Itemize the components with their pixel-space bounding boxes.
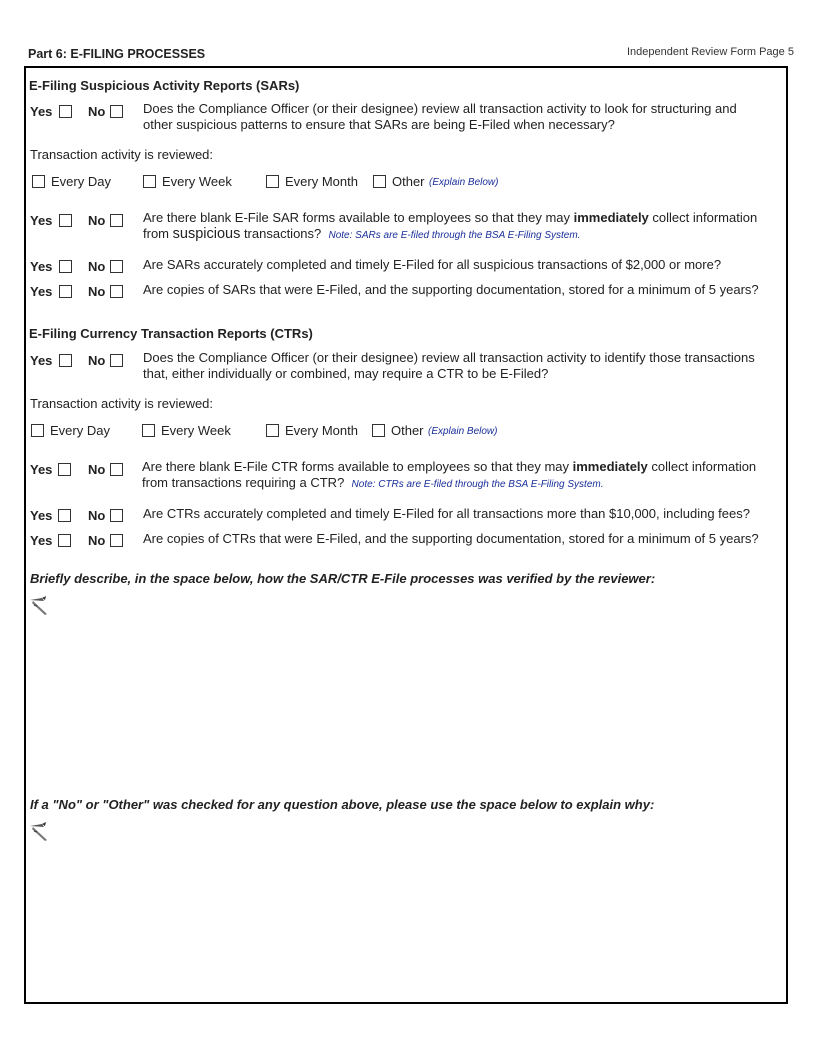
page-label: Independent Review Form Page 5 (627, 46, 794, 58)
sar-every-month-checkbox[interactable] (266, 175, 279, 188)
sar-q1-yes-checkbox[interactable] (59, 105, 72, 118)
sar-q2-line1a: Are there blank E-File SAR forms available to employees so that they may (143, 210, 574, 225)
sar-q4-text: Are copies of SARs that were E-Filed, and the supporting documentation, stored for a minimum of 5 years? (143, 282, 759, 297)
ctr-q1-yes-label: Yes (30, 353, 53, 368)
ctr-other-label: Other (391, 423, 424, 438)
ctr-q2-yes-checkbox[interactable] (58, 463, 71, 476)
ctr-q1-no-label: No (88, 353, 106, 368)
sar-q1-yes-label: Yes (30, 104, 53, 119)
describe-text-area[interactable] (30, 622, 782, 792)
ctr-section-title: E-Filing Currency Transaction Reports (CTRs) (29, 326, 313, 341)
sar-q1-line1: Does the Compliance Officer (or their designee) review all transaction activity to look for structuring and (143, 101, 737, 116)
sar-q2-no-label: No (88, 213, 106, 228)
ctr-other-note: (Explain Below) (428, 426, 498, 437)
sar-every-month-label: Every Month (285, 174, 358, 189)
ctr-q4-yes-label: Yes (30, 533, 53, 548)
explain-prompt: If a "No" or "Other" was checked for any question above, please use the space below to explain why: (30, 797, 655, 812)
part-title: Part 6: E-FILING PROCESSES (28, 47, 206, 61)
ctr-q1-line2: that, either individually or combined, may require a CTR to be E-Filed? (143, 366, 549, 381)
sar-every-day-checkbox[interactable] (32, 175, 45, 188)
sar-other-label: Other (392, 174, 425, 189)
sar-q3-yes-label: Yes (30, 259, 53, 274)
ctr-other-checkbox[interactable] (372, 424, 385, 437)
ctr-q3-yes-checkbox[interactable] (58, 509, 71, 522)
sar-reviewed-label: Transaction activity is reviewed: (30, 147, 214, 162)
sar-q1-line2: other suspicious patterns to ensure that SARs are being E-Filed when necessary? (143, 117, 615, 132)
explain-text-area[interactable] (30, 848, 782, 998)
sar-q1-no-checkbox[interactable] (110, 105, 123, 118)
ctr-q3-no-checkbox[interactable] (110, 509, 123, 522)
sar-q4-no-checkbox[interactable] (110, 285, 123, 298)
sar-other-checkbox[interactable] (373, 175, 386, 188)
sar-q2-yes-label: Yes (30, 213, 53, 228)
pen-icon (28, 594, 52, 618)
ctr-q2-line1c: collect information (647, 459, 757, 474)
sar-every-week-label: Every Week (162, 174, 232, 189)
sar-every-day-label: Every Day (51, 174, 111, 189)
sar-q2-yes-checkbox[interactable] (59, 214, 72, 227)
ctr-every-month-checkbox[interactable] (266, 424, 279, 437)
ctr-every-week-checkbox[interactable] (142, 424, 155, 437)
sar-q3-text: Are SARs accurately completed and timely E-Filed for all suspicious transactions of $2,000 or more? (143, 257, 722, 272)
ctr-reviewed-label: Transaction activity is reviewed: (30, 396, 214, 411)
ctr-q2-line2 (142, 475, 756, 493)
ctr-q4-text: Are copies of CTRs that were E-Filed, and the supporting documentation, stored for a minimum of 5 years? (143, 531, 759, 546)
ctr-q1-text (143, 350, 755, 382)
ctr-q4-yes-checkbox[interactable] (58, 534, 71, 547)
sar-q2-no-checkbox[interactable] (110, 214, 123, 227)
ctr-q2-line2-text: from transactions requiring a CTR? (142, 475, 345, 490)
sar-q4-yes-checkbox[interactable] (59, 285, 72, 298)
ctr-q4-no-label: No (88, 533, 106, 548)
ctr-q3-no-label: No (88, 508, 106, 523)
sar-q2-emphasis: immediately (573, 210, 649, 225)
ctr-q2-text (142, 459, 756, 493)
ctr-q1-yes-checkbox[interactable] (59, 354, 72, 367)
ctr-q4-no-checkbox[interactable] (110, 534, 123, 547)
sar-other-note: (Explain Below) (429, 177, 499, 188)
sar-q2-text (143, 210, 757, 244)
sar-q2-line1 (143, 210, 757, 226)
ctr-q2-emphasis: immediately (572, 459, 648, 474)
ctr-q2-line1a: Are there blank E-File CTR forms available to employees so that they may (142, 459, 573, 474)
pen-icon (28, 820, 52, 844)
sar-q2-line1c: collect information (648, 210, 758, 225)
sar-q2-note: Note: SARs are E-filed through the BSA E-Filing System. (328, 230, 581, 241)
sar-section-title: E-Filing Suspicious Activity Reports (SARs) (29, 78, 300, 93)
sar-q2-line2a: from (143, 226, 173, 241)
sar-q2-line2c: transactions? (240, 226, 322, 241)
sar-q4-yes-label: Yes (30, 284, 53, 299)
ctr-q1-line1: Does the Compliance Officer (or their designee) review all transaction activity to identify those transactions (143, 350, 755, 365)
sar-q3-yes-checkbox[interactable] (59, 260, 72, 273)
ctr-q2-yes-label: Yes (30, 462, 53, 477)
ctr-every-day-label: Every Day (50, 423, 110, 438)
ctr-every-month-label: Every Month (285, 423, 358, 438)
describe-prompt: Briefly describe, in the space below, how the SAR/CTR E-File processes was verified by the reviewer: (30, 571, 656, 586)
ctr-every-day-checkbox[interactable] (31, 424, 44, 437)
ctr-q2-no-checkbox[interactable] (110, 463, 123, 476)
sar-q1-text (143, 101, 737, 133)
ctr-q2-line1 (142, 459, 756, 475)
ctr-q3-text: Are CTRs accurately completed and timely E-Filed for all transactions more than $10,000, including fees? (143, 506, 750, 521)
sar-q2-line2 (143, 226, 757, 244)
ctr-q3-yes-label: Yes (30, 508, 53, 523)
ctr-q2-note: Note: CTRs are E-filed through the BSA E-Filing System. (351, 479, 604, 490)
sar-q4-no-label: No (88, 284, 106, 299)
sar-every-week-checkbox[interactable] (143, 175, 156, 188)
sar-q2-suspicious: suspicious (172, 226, 241, 242)
sar-q3-no-checkbox[interactable] (110, 260, 123, 273)
sar-q3-no-label: No (88, 259, 106, 274)
ctr-every-week-label: Every Week (161, 423, 231, 438)
sar-q1-no-label: No (88, 104, 106, 119)
ctr-q2-no-label: No (88, 462, 106, 477)
ctr-q1-no-checkbox[interactable] (110, 354, 123, 367)
